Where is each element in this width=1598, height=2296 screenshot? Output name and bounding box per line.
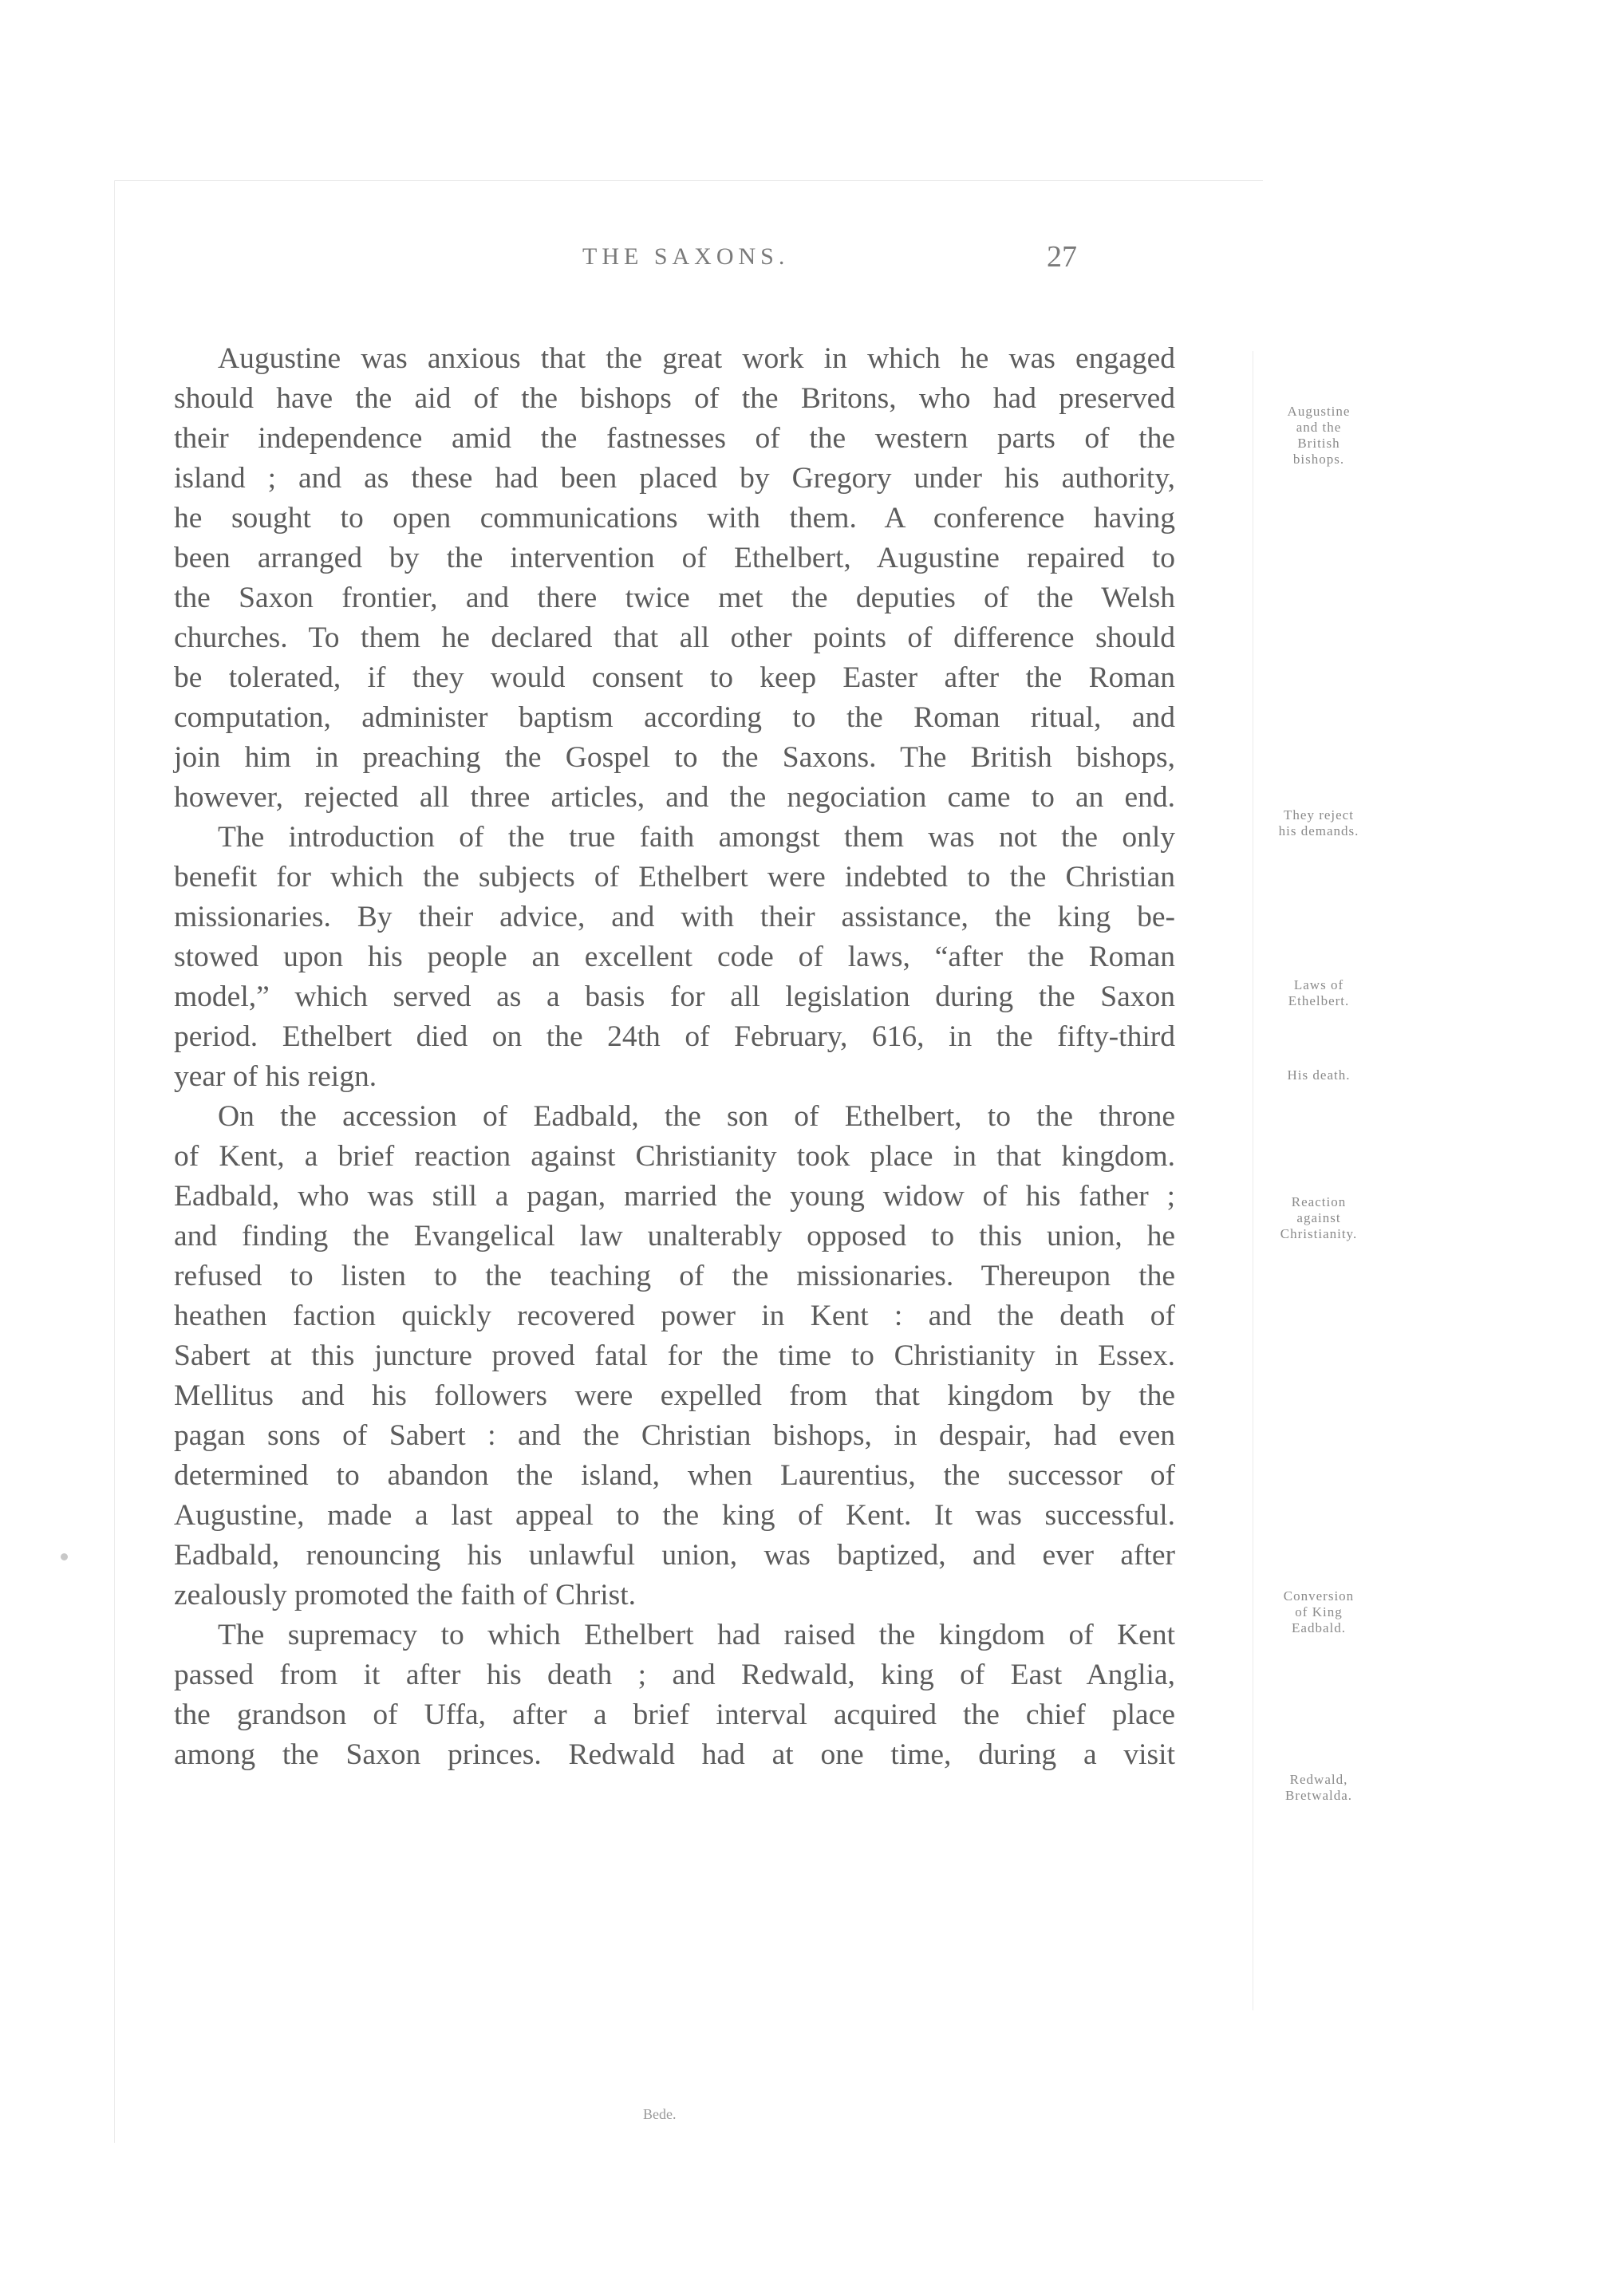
text-line: period. Ethelbert died on the 24th of February, 616, in the fifty-third — [174, 1020, 1175, 1053]
sidenote-line: Bretwalda. — [1284, 1788, 1353, 1803]
text-line: stowed upon his people an excellent code of laws, “after the Roman — [174, 941, 1175, 973]
sidenote-laws-ethelbert — [1251, 977, 1387, 1009]
sidenote-line: and the — [1296, 420, 1342, 435]
text-line: On the accession of Eadbald, the son of Ethelbert, to the throne — [218, 1100, 1175, 1133]
sidenote-line: Conversion — [1283, 1588, 1355, 1604]
sidenote-line: against — [1296, 1210, 1341, 1225]
running-title: THE SAXONS. — [582, 243, 790, 270]
text-line: join him in preaching the Gospel to the Saxons. The British bishops, — [174, 741, 1175, 774]
sidenote-reject-demands — [1251, 807, 1387, 839]
text-line: determined to abandon the island, when Laurentius, the successor of — [174, 1459, 1175, 1492]
text-line: the Saxon frontier, and there twice met the deputies of the Welsh — [174, 582, 1175, 614]
text-line: Augustine, made a last appeal to the king of Kent. It was successful. — [174, 1499, 1175, 1532]
text-line: Sabert at this juncture proved fatal for the time to Christianity in Essex. — [174, 1339, 1175, 1372]
sidenote-line: They reject — [1284, 807, 1354, 823]
page-number: 27 — [1047, 240, 1077, 274]
text-line: heathen faction quickly recovered power in Kent : and the death of — [174, 1300, 1175, 1332]
sidenote-line: bishops. — [1292, 452, 1345, 467]
sidenote-line: Reaction — [1291, 1194, 1347, 1209]
text-line: however, rejected all three articles, and the negociation came to an end. — [174, 781, 1175, 814]
text-line: model,” which served as a basis for all legislation during the Saxon — [174, 980, 1175, 1013]
page-border-left — [114, 180, 115, 2143]
sidenote-line: Christianity. — [1280, 1226, 1358, 1241]
sidenote-line: His death. — [1287, 1067, 1351, 1083]
sidenote-line: Augustine — [1287, 404, 1351, 419]
sidenote-line: Laws of — [1293, 977, 1344, 992]
footer-source-note: Bede. — [643, 2106, 677, 2122]
text-line: missionaries. By their advice, and with their assistance, the king be- — [174, 901, 1175, 933]
sidenote-line: Eadbald. — [1292, 1620, 1346, 1635]
sidenote-line: his demands. — [1278, 823, 1359, 838]
text-line: year of his reign. — [174, 1060, 377, 1093]
ink-dot-mark — [61, 1553, 68, 1560]
text-line: Eadbald, renouncing his unlawful union, was baptized, and ever after — [174, 1539, 1175, 1572]
text-line: refused to listen to the teaching of the missionaries. Thereupon the — [174, 1260, 1175, 1292]
text-line: The supremacy to which Ethelbert had raised the kingdom of Kent — [218, 1619, 1175, 1651]
text-line: pagan sons of Sabert : and the Christian bishops, in despair, had even — [174, 1419, 1175, 1452]
text-line: Augustine was anxious that the great work in which he was engaged — [218, 342, 1175, 375]
text-line: he sought to open communications with them. A conference having — [174, 502, 1175, 535]
sidenote-conversion-eadbald — [1251, 1588, 1387, 1636]
text-line: island ; and as these had been placed by Gregory under his authority, — [174, 462, 1175, 495]
text-line: the grandson of Uffa, after a brief interval acquired the chief place — [174, 1698, 1175, 1731]
sidenote-augustine-british-bishops — [1251, 404, 1387, 467]
text-line: be tolerated, if they would consent to keep Easter after the Roman — [174, 661, 1175, 694]
page-border-top — [114, 180, 1263, 181]
sidenote-line: of King — [1295, 1604, 1343, 1619]
text-line: should have the aid of the bishops of the Britons, who had preserved — [174, 382, 1175, 415]
sidenote-redwald-bretwalda — [1251, 1772, 1387, 1804]
text-line: been arranged by the intervention of Ethelbert, Augustine repaired to — [174, 542, 1175, 574]
text-line: churches. To them he declared that all other points of difference should — [174, 621, 1175, 654]
text-line: and finding the Evangelical law unalterably opposed to this union, he — [174, 1220, 1175, 1253]
text-line: their independence amid the fastnesses of the western parts of the — [174, 422, 1175, 455]
sidenote-line: British — [1297, 436, 1340, 451]
text-line: computation, administer baptism according to the Roman ritual, and — [174, 701, 1175, 734]
text-line: of Kent, a brief reaction against Christianity took place in that kingdom. — [174, 1140, 1175, 1173]
text-line: passed from it after his death ; and Redwald, king of East Anglia, — [174, 1659, 1175, 1691]
text-line: Mellitus and his followers were expelled from that kingdom by the — [174, 1379, 1175, 1412]
sidenote-reaction-christianity — [1251, 1194, 1387, 1242]
text-line: benefit for which the subjects of Ethelbert were indebted to the Christian — [174, 861, 1175, 894]
text-line: Eadbald, who was still a pagan, married the young widow of his father ; — [174, 1180, 1175, 1213]
sidenote-his-death — [1251, 1067, 1387, 1083]
text-line: zealously promoted the faith of Christ. — [174, 1579, 637, 1612]
sidenote-line: Ethelbert. — [1288, 993, 1350, 1008]
text-line: among the Saxon princes. Redwald had at one time, during a visit — [174, 1738, 1175, 1771]
sidenote-line: Redwald, — [1289, 1772, 1348, 1787]
body-text — [174, 339, 1175, 1775]
text-line: The introduction of the true faith amongst them was not the only — [218, 821, 1175, 854]
